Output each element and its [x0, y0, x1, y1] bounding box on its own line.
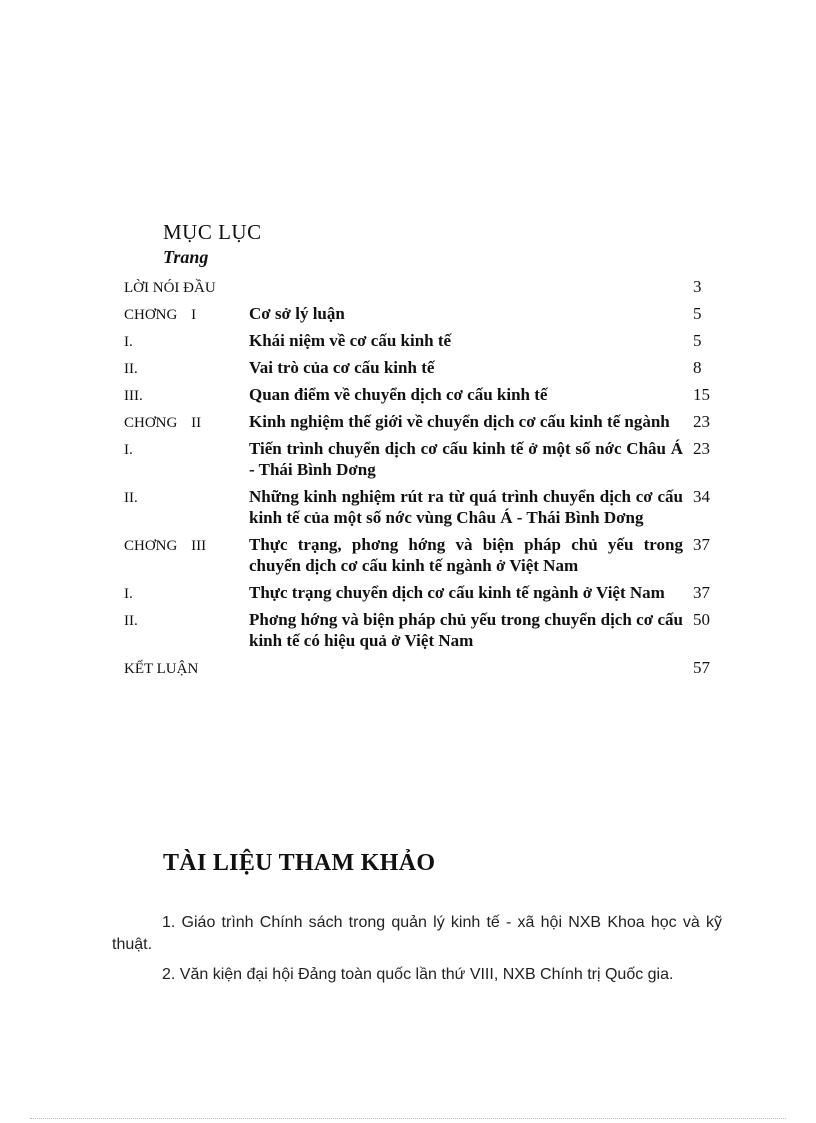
toc-row-text: Quan điểm về chuyển dịch cơ cấu kinh tế [249, 385, 548, 404]
toc-row-page: 37 [693, 535, 710, 554]
toc-row-page: 23 [693, 439, 710, 458]
toc-row-text: Vai trò của cơ cấu kinh tế [249, 358, 435, 377]
toc-row-label: II. [124, 490, 138, 506]
table-of-contents [124, 276, 720, 684]
toc-row-text: Kinh nghiệm thế giới về chuyển dịch cơ cấu kinh tế ngành [249, 412, 670, 431]
toc-row-text: Thực trạng, phơng hớng và biện pháp chủ yếu trong chuyển dịch cơ cấu kinh tế ngành ở Việt Nam [249, 535, 683, 575]
toc-row-label: II. [124, 613, 138, 629]
toc-row-label: CHƠNG I [124, 307, 197, 323]
toc-row-label: I. [124, 334, 133, 350]
toc-row-text: Tiến trình chuyển dịch cơ cấu kinh tế ở một số nớc Châu Á - Thái Bình Dơng [249, 439, 683, 479]
toc-title: MỤC LỤC [163, 220, 262, 244]
toc-row-page: 8 [693, 358, 702, 377]
toc-row-label: I. [124, 586, 133, 602]
toc-row [124, 330, 720, 351]
toc-intro-label: LỜI NÓI ĐẦU [124, 280, 216, 296]
toc-row-page: 5 [693, 331, 702, 350]
toc-conclusion-label: KẾT LUẬN [124, 661, 199, 677]
page-bottom-divider [30, 1118, 786, 1119]
toc-row [124, 582, 720, 603]
toc-row [124, 411, 720, 432]
references-title: TÀI LIỆU THAM KHẢO [163, 850, 436, 876]
toc-subtitle: Trang [163, 247, 209, 267]
toc-row-text: Những kinh nghiệm rút ra từ quá trình chuyển dịch cơ cấu kinh tế của một số nớc vùng Châu Á - Thái Bình Dơng [249, 487, 683, 527]
toc-row-text: Cơ sở lý luận [249, 304, 345, 323]
toc-intro-page: 3 [693, 277, 702, 296]
toc-row [124, 357, 720, 378]
toc-row-label: CHƠNG III [124, 538, 207, 554]
toc-row-page: 50 [693, 610, 710, 629]
toc-conclusion-page: 57 [693, 658, 710, 677]
toc-row-intro [124, 276, 720, 297]
references-list [112, 912, 722, 994]
toc-row-label: CHƠNG II [124, 415, 202, 431]
toc-row-page: 23 [693, 412, 710, 431]
toc-row-page: 5 [693, 304, 702, 323]
toc-row-label: III. [124, 388, 143, 404]
toc-row-page: 37 [693, 583, 710, 602]
toc-row-label: II. [124, 361, 138, 377]
toc-row-text: Khái niệm về cơ cấu kinh tế [249, 331, 452, 350]
toc-row-text: Phơng hớng và biện pháp chủ yếu trong chuyển dịch cơ cấu kinh tế có hiệu quả ở Việt Nam [249, 610, 683, 650]
reference-item: 2. Văn kiện đại hội Đảng toàn quốc lần thứ VIII, NXB Chính trị Quốc gia. [162, 966, 674, 983]
toc-row-page: 15 [693, 385, 710, 404]
toc-row-label: I. [124, 442, 133, 458]
toc-row [124, 609, 720, 651]
reference-item: 1. Giáo trình Chính sách trong quản lý kinh tế - xã hội NXB Khoa học và kỹ thuật. [112, 914, 722, 953]
toc-row-text: Thực trạng chuyển dịch cơ cấu kinh tế ngành ở Việt Nam [249, 583, 665, 602]
toc-row [124, 534, 720, 576]
toc-row-conclusion [124, 657, 720, 678]
toc-row [124, 438, 720, 480]
toc-row-page: 34 [693, 487, 710, 506]
toc-row [124, 303, 720, 324]
toc-row [124, 486, 720, 528]
toc-row [124, 384, 720, 405]
